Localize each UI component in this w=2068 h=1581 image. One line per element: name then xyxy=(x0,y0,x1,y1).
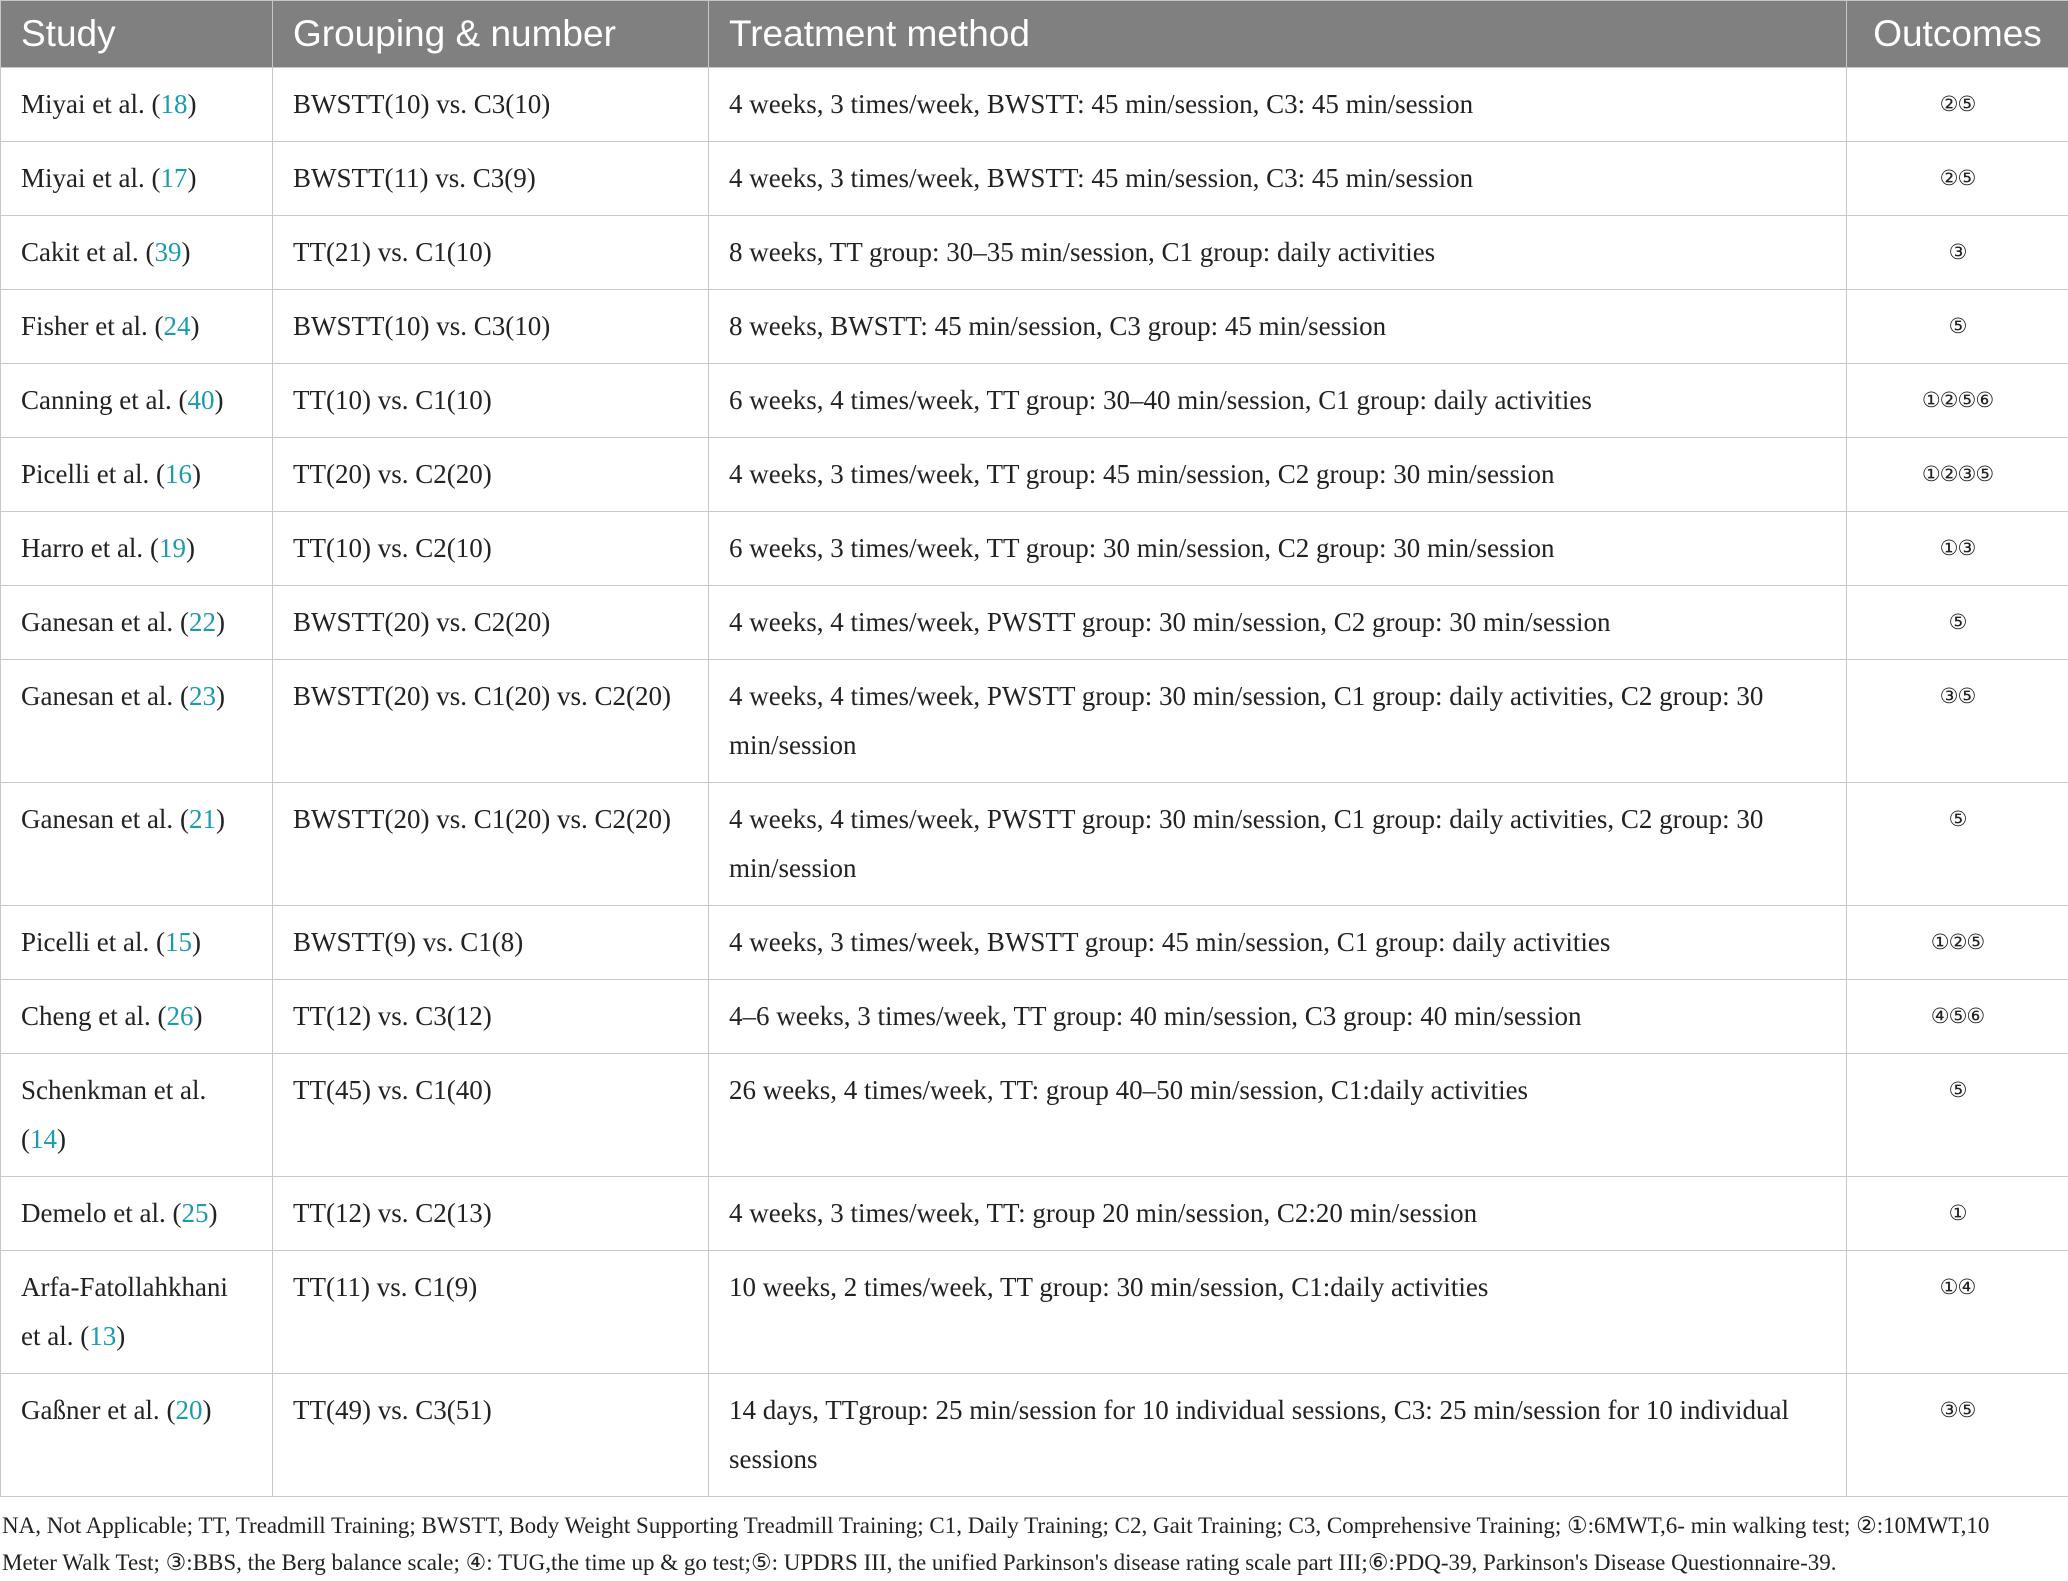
table-row xyxy=(1,660,2068,783)
study-cell: Fisher et al. (24) xyxy=(1,290,273,364)
outcomes-cell: ③⑤ xyxy=(1847,1374,2068,1497)
study-cell: Schenkman et al. (14) xyxy=(1,1054,273,1177)
table-footnote: NA, Not Applicable; TT, Treadmill Training; BWSTT, Body Weight Supporting Treadmill Training; C1, Daily Training; C2, Gait Training; C3, Comprehensive Training; ①:6MWT,6- min walking test; ②:10MWT,10 Meter Walk Test; ③:BBS, the Berg balance scale; ④: TUG,the time up & go test;⑤: UPDRS III, the unified Parkinson's disease rating scale part III;⑥:PDQ-39, Parkinson's Disease Questionnaire-39. xyxy=(0,1497,2068,1581)
table-row xyxy=(1,906,2068,980)
table-row xyxy=(1,216,2068,290)
study-author: Cakit et al. xyxy=(21,237,139,267)
study-cell: Demelo et al. (25) xyxy=(1,1177,273,1251)
table-row xyxy=(1,68,2068,142)
reference-link[interactable]: 40 xyxy=(187,385,214,415)
reference-link[interactable]: 21 xyxy=(189,804,216,834)
table-row xyxy=(1,1177,2068,1251)
reference-link[interactable]: 23 xyxy=(189,681,216,711)
reference-link[interactable]: 16 xyxy=(165,459,192,489)
treatment-cell: 26 weeks, 4 times/week, TT: group 40–50 min/session, C1:daily activities xyxy=(709,1054,1847,1177)
treatment-cell: 8 weeks, BWSTT: 45 min/session, C3 group: 45 min/session xyxy=(709,290,1847,364)
study-cell: Cakit et al. (39) xyxy=(1,216,273,290)
header-treatment: Treatment method xyxy=(709,1,1847,68)
reference-link[interactable]: 26 xyxy=(166,1001,193,1031)
grouping-cell: TT(11) vs. C1(9) xyxy=(273,1251,709,1374)
outcomes-cell: ⑤ xyxy=(1847,1054,2068,1177)
outcomes-cell: ③ xyxy=(1847,216,2068,290)
treatment-cell: 4 weeks, 3 times/week, BWSTT: 45 min/session, C3: 45 min/session xyxy=(709,68,1847,142)
treatment-cell: 4 weeks, 3 times/week, TT: group 20 min/session, C2:20 min/session xyxy=(709,1177,1847,1251)
grouping-cell: TT(49) vs. C3(51) xyxy=(273,1374,709,1497)
outcomes-cell: ⑤ xyxy=(1847,586,2068,660)
study-author: Harro et al. xyxy=(21,533,143,563)
table-body xyxy=(1,68,2068,1497)
header-row xyxy=(1,1,2068,68)
study-author: Picelli et al. xyxy=(21,459,149,489)
table-row xyxy=(1,142,2068,216)
treatment-cell: 4 weeks, 4 times/week, PWSTT group: 30 min/session, C1 group: daily activities, C2 group: 30 min/session xyxy=(709,660,1847,783)
study-author: Miyai et al. xyxy=(21,89,145,119)
reference-link[interactable]: 17 xyxy=(160,163,187,193)
grouping-cell: TT(45) vs. C1(40) xyxy=(273,1054,709,1177)
study-author: Cheng et al. xyxy=(21,1001,151,1031)
treatment-cell: 4 weeks, 3 times/week, BWSTT group: 45 min/session, C1 group: daily activities xyxy=(709,906,1847,980)
reference-link[interactable]: 15 xyxy=(165,927,192,957)
study-cell: Miyai et al. (18) xyxy=(1,68,273,142)
outcomes-cell: ④⑤⑥ xyxy=(1847,980,2068,1054)
grouping-cell: TT(21) vs. C1(10) xyxy=(273,216,709,290)
treatment-cell: 4 weeks, 3 times/week, TT group: 45 min/session, C2 group: 30 min/session xyxy=(709,438,1847,512)
treatment-cell: 4 weeks, 3 times/week, BWSTT: 45 min/session, C3: 45 min/session xyxy=(709,142,1847,216)
grouping-cell: TT(12) vs. C3(12) xyxy=(273,980,709,1054)
study-cell: Harro et al. (19) xyxy=(1,512,273,586)
header-study: Study xyxy=(1,1,273,68)
outcomes-cell: ②⑤ xyxy=(1847,142,2068,216)
study-author: Ganesan et al. xyxy=(21,681,173,711)
outcomes-cell: ①②③⑤ xyxy=(1847,438,2068,512)
treatment-cell: 6 weeks, 3 times/week, TT group: 30 min/session, C2 group: 30 min/session xyxy=(709,512,1847,586)
table-row xyxy=(1,783,2068,906)
outcomes-cell: ①②⑤⑥ xyxy=(1847,364,2068,438)
outcomes-cell: ②⑤ xyxy=(1847,68,2068,142)
treatment-cell: 4 weeks, 4 times/week, PWSTT group: 30 min/session, C1 group: daily activities, C2 group: 30 min/session xyxy=(709,783,1847,906)
study-author: Picelli et al. xyxy=(21,927,149,957)
study-cell: Picelli et al. (15) xyxy=(1,906,273,980)
outcomes-cell: ①②⑤ xyxy=(1847,906,2068,980)
study-author: Schenkman et al. xyxy=(21,1075,206,1105)
outcomes-cell: ① xyxy=(1847,1177,2068,1251)
study-author: Ganesan et al. xyxy=(21,804,173,834)
study-cell: Canning et al. (40) xyxy=(1,364,273,438)
table-row xyxy=(1,290,2068,364)
study-author: Gaßner et al. xyxy=(21,1395,160,1425)
table-row xyxy=(1,586,2068,660)
grouping-cell: BWSTT(20) vs. C1(20) vs. C2(20) xyxy=(273,783,709,906)
header-outcomes: Outcomes xyxy=(1847,1,2068,68)
reference-link[interactable]: 20 xyxy=(175,1395,202,1425)
outcomes-cell: ①④ xyxy=(1847,1251,2068,1374)
reference-link[interactable]: 13 xyxy=(89,1321,116,1351)
header-grouping: Grouping & number xyxy=(273,1,709,68)
table-row xyxy=(1,980,2068,1054)
grouping-cell: TT(10) vs. C1(10) xyxy=(273,364,709,438)
reference-link[interactable]: 25 xyxy=(181,1198,208,1228)
treatment-cell: 4–6 weeks, 3 times/week, TT group: 40 min/session, C3 group: 40 min/session xyxy=(709,980,1847,1054)
grouping-cell: TT(20) vs. C2(20) xyxy=(273,438,709,512)
reference-link[interactable]: 18 xyxy=(160,89,187,119)
table-row xyxy=(1,512,2068,586)
outcomes-cell: ⑤ xyxy=(1847,290,2068,364)
study-cell: Ganesan et al. (23) xyxy=(1,660,273,783)
study-cell: Ganesan et al. (22) xyxy=(1,586,273,660)
grouping-cell: BWSTT(20) vs. C1(20) vs. C2(20) xyxy=(273,660,709,783)
treatment-cell: 10 weeks, 2 times/week, TT group: 30 min/session, C1:daily activities xyxy=(709,1251,1847,1374)
grouping-cell: BWSTT(11) vs. C3(9) xyxy=(273,142,709,216)
study-author: Arfa-Fatollahkhani et al. xyxy=(21,1272,228,1351)
reference-link[interactable]: 39 xyxy=(154,237,181,267)
study-author: Demelo et al. xyxy=(21,1198,166,1228)
grouping-cell: BWSTT(10) vs. C3(10) xyxy=(273,290,709,364)
study-cell: Ganesan et al. (21) xyxy=(1,783,273,906)
study-author: Miyai et al. xyxy=(21,163,145,193)
grouping-cell: BWSTT(10) vs. C3(10) xyxy=(273,68,709,142)
table-row xyxy=(1,1251,2068,1374)
study-author: Ganesan et al. xyxy=(21,607,173,637)
study-cell: Miyai et al. (17) xyxy=(1,142,273,216)
study-cell: Arfa-Fatollahkhani et al. (13) xyxy=(1,1251,273,1374)
treatment-cell: 4 weeks, 4 times/week, PWSTT group: 30 min/session, C2 group: 30 min/session xyxy=(709,586,1847,660)
treatment-cell: 6 weeks, 4 times/week, TT group: 30–40 min/session, C1 group: daily activities xyxy=(709,364,1847,438)
reference-link[interactable]: 19 xyxy=(159,533,186,563)
treatment-cell: 8 weeks, TT group: 30–35 min/session, C1 group: daily activities xyxy=(709,216,1847,290)
treatment-cell: 14 days, TTgroup: 25 min/session for 10 individual sessions, C3: 25 min/session for 10 individual sessions xyxy=(709,1374,1847,1497)
study-cell: Gaßner et al. (20) xyxy=(1,1374,273,1497)
reference-link[interactable]: 24 xyxy=(163,311,190,341)
study-cell: Picelli et al. (16) xyxy=(1,438,273,512)
table-row xyxy=(1,1374,2068,1497)
table-row xyxy=(1,364,2068,438)
grouping-cell: TT(12) vs. C2(13) xyxy=(273,1177,709,1251)
outcomes-cell: ⑤ xyxy=(1847,783,2068,906)
outcomes-cell: ③⑤ xyxy=(1847,660,2068,783)
grouping-cell: TT(10) vs. C2(10) xyxy=(273,512,709,586)
reference-link[interactable]: 14 xyxy=(30,1124,57,1154)
grouping-cell: BWSTT(20) vs. C2(20) xyxy=(273,586,709,660)
study-author: Fisher et al. xyxy=(21,311,148,341)
grouping-cell: BWSTT(9) vs. C1(8) xyxy=(273,906,709,980)
table-row xyxy=(1,1054,2068,1177)
study-author: Canning et al. xyxy=(21,385,172,415)
study-cell: Cheng et al. (26) xyxy=(1,980,273,1054)
table-row xyxy=(1,438,2068,512)
reference-link[interactable]: 22 xyxy=(189,607,216,637)
outcomes-cell: ①③ xyxy=(1847,512,2068,586)
